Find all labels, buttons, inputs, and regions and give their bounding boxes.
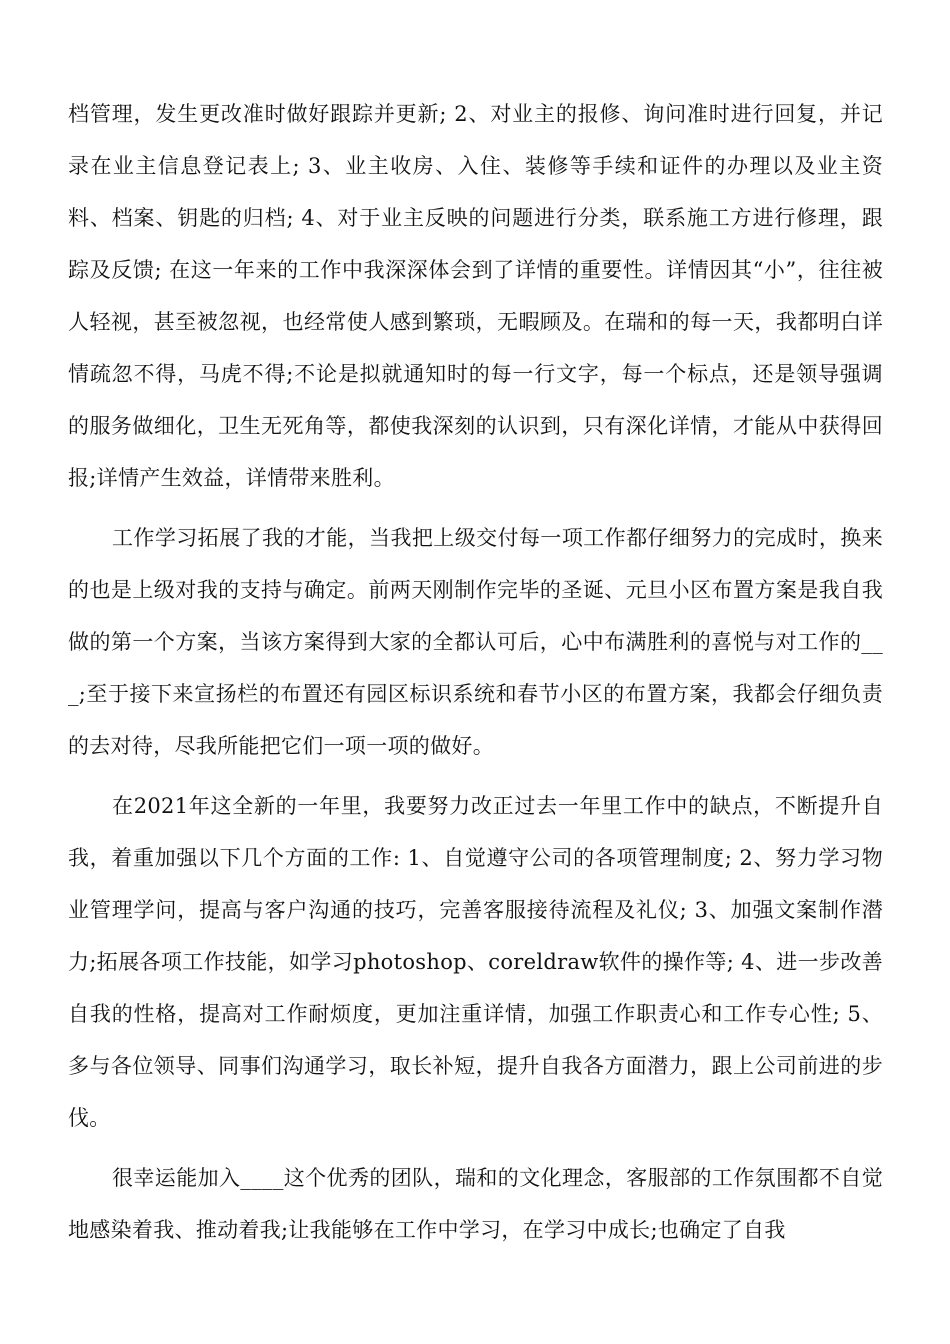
paragraph-team-gratitude: 很幸运能加入____这个优秀的团队，瑞和的文化理念，客服部的工作氛围都不自觉地感染着我、推动着我;让我能够在工作中学习，在学习中成长;也确定了自我: [68, 1166, 883, 1242]
paragraph-work-learning: 工作学习拓展了我的才能，当我把上级交付每一项工作都仔细努力的完成时，换来的也是上级对我的支持与确定。前两天刚制作完毕的圣诞、元旦小区布置方案是我自我做的第一个方案，当该方案得到大家的全都认可后，心中布满胜利的喜悦与对工作的___;至于接下来宣扬栏的布置还有园区标识系统和春节小区的布置方案，我都会仔细负责的去对待，尽我所能把它们一项一项的做好。: [68, 526, 883, 758]
paragraph-continuation: 档管理，发生更改准时做好跟踪并更新; 2、对业主的报修、询问准时进行回复，并记录在业主信息登记表上; 3、业主收房、入住、装修等手续和证件的办理以及业主资料、档案、钥匙的归档; 4、对于业主反映的问题进行分类，联系施工方进行修理，跟踪及反馈; 在这一年来的工作中我深深体会到了详情的重要性。详情因其“小”，往往被人轻视，甚至被忽视，也经常使人感到繁琐，无暇顾及。在瑞和的每一天，我都明白详情疏忽不得，马虎不得;不论是拟就通知时的每一行文字，每一个标点，还是领导强调的服务做细化，卫生无死角等，都使我深刻的认识到，只有深化详情，才能从中获得回报;详情产生效益，详情带来胜利。: [68, 102, 883, 490]
paragraph-new-year-plan: 在2021年这全新的一年里，我要努力改正过去一年里工作中的缺点，不断提升自我，着重加强以下几个方面的工作: 1、自觉遵守公司的各项管理制度; 2、努力学习物业管理学问，提高与客户沟通的技巧，完善客服接待流程及礼仪; 3、加强文案制作潜力;拓展各项工作技能，如学习photoshop、coreldraw软件的操作等; 4、进一步改善自我的性格，提高对工作耐烦度，更加注重详情，加强工作职责心和工作专心性; 5、多与各位领导、同事们沟通学习，取长补短，提升自我各方面潜力，跟上公司前进的步伐。: [68, 794, 883, 1130]
document-page: [68, 88, 883, 1256]
